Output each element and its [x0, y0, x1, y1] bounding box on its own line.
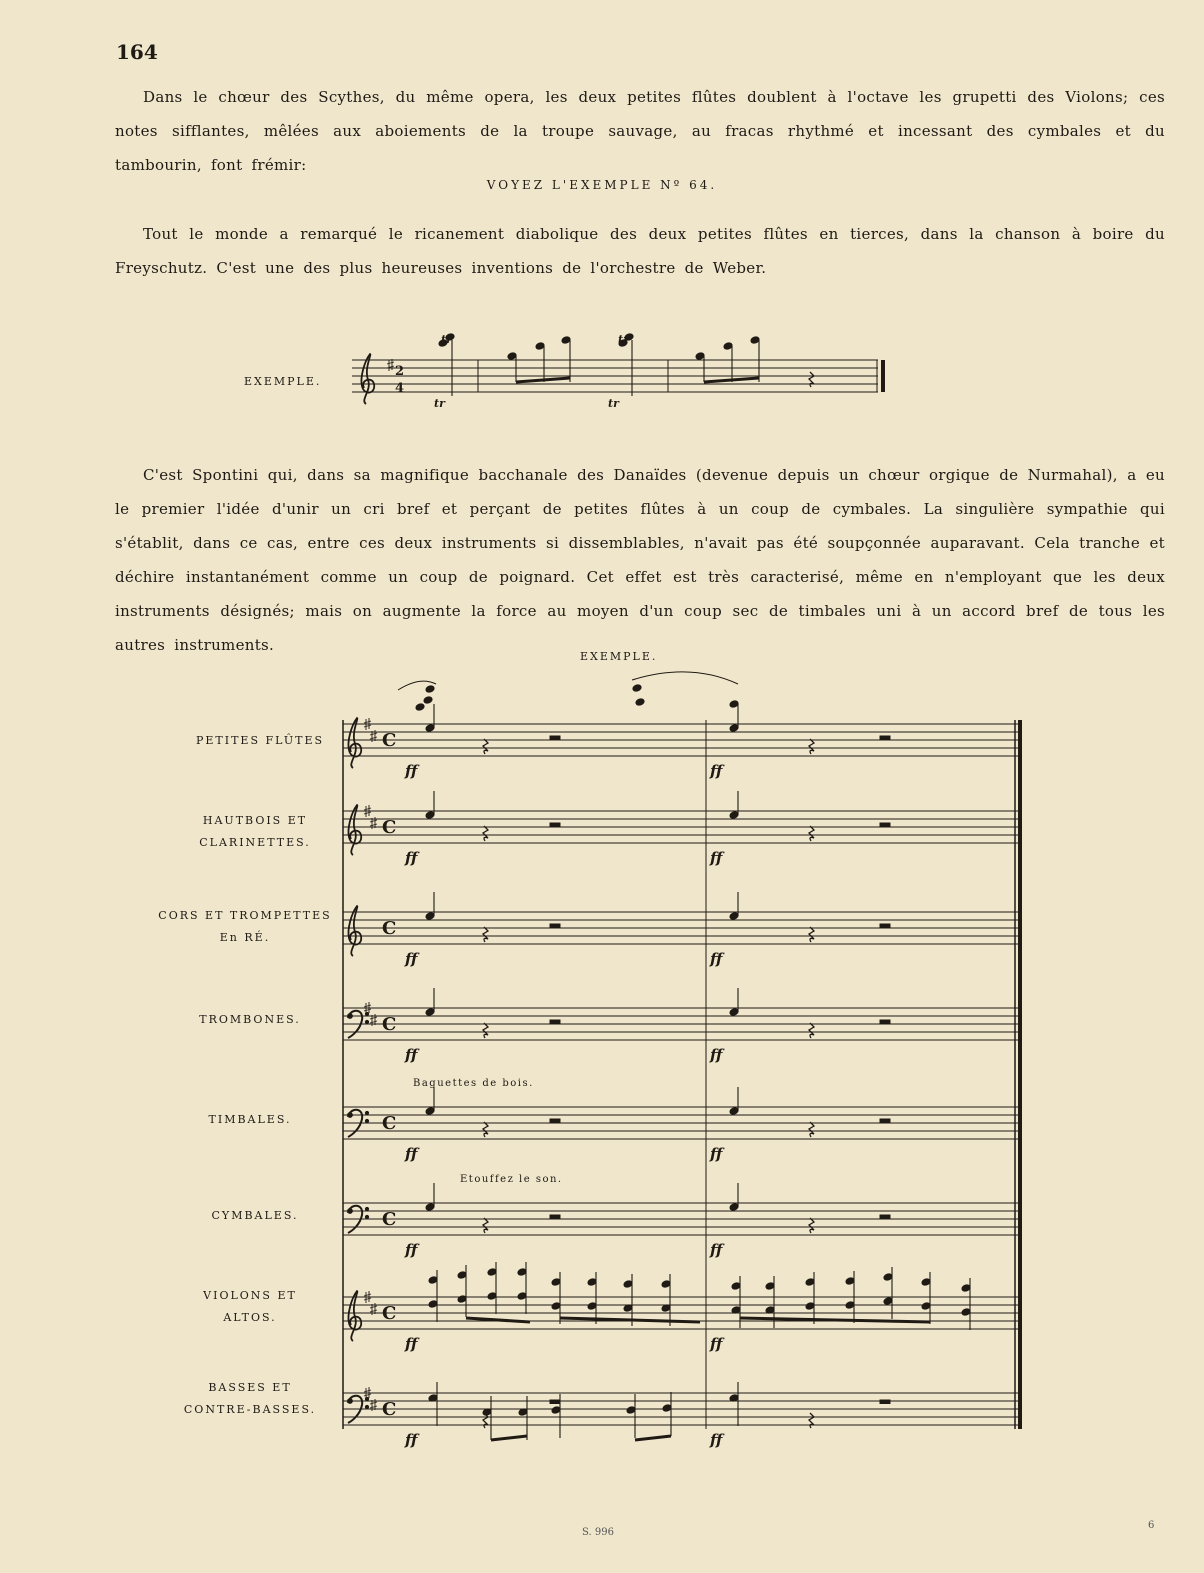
footer-signature: 6 — [1148, 1520, 1155, 1531]
common-time: C — [382, 730, 397, 751]
time-sig-bottom: 4 — [395, 381, 405, 396]
dynamic-ff: ff — [405, 1241, 418, 1259]
quarter-rest — [809, 927, 814, 942]
note-head — [423, 696, 433, 705]
trill-mark: tr — [441, 333, 452, 346]
half-rest — [550, 924, 560, 928]
half-rest — [880, 1400, 890, 1404]
slur — [632, 672, 738, 684]
dynamic-ff: ff — [710, 1046, 723, 1064]
half-rest — [550, 736, 560, 740]
half-rest — [550, 1400, 560, 1404]
quarter-rest — [809, 372, 814, 387]
half-rest — [550, 1119, 560, 1123]
note-etouffez: Etouffez le son. — [460, 1174, 563, 1185]
half-rest — [550, 1215, 560, 1219]
quarter-rest — [483, 739, 488, 754]
example-reference: VOYEZ L'EXEMPLE Nº 64. — [486, 178, 718, 192]
dynamic-ff: ff — [710, 1431, 723, 1449]
bass-clef-dot — [365, 1215, 368, 1218]
note-head — [415, 703, 425, 712]
quarter-rest — [483, 1218, 488, 1233]
dynamic-ff: ff — [405, 1335, 418, 1353]
dynamic-ff: ff — [710, 1335, 723, 1353]
page-number: 164 — [116, 40, 158, 64]
bass-clef-dot — [348, 1014, 353, 1019]
note-head — [632, 684, 642, 693]
treble-clef — [361, 354, 374, 404]
half-rest — [550, 1020, 560, 1024]
score-staff — [343, 1297, 1018, 1329]
bass-clef-dot — [348, 1113, 353, 1118]
note-baguettes: Baguettes de bois. — [413, 1078, 534, 1089]
quarter-rest — [809, 1122, 814, 1137]
dynamic-ff: ff — [405, 849, 418, 867]
trill-mark: tr — [608, 397, 619, 410]
paragraph-scythes: Dans le chœur des Scythes, du même opera, les deux petites flûtes doublent à l'octave les grupetti des Violons; ces notes sifflantes, mêlées aux aboiements de la troupe sauvage, au fracas rhythmé et incessant des cymbales et du tambourin, font frémir: — [115, 88, 1165, 174]
trill-mark: tr — [618, 333, 629, 346]
instrument-label-violons: VIOLONS ET ALTOS. — [203, 1289, 297, 1324]
bass-clef-dot — [365, 1405, 368, 1408]
half-rest — [880, 924, 890, 928]
beam — [491, 1436, 527, 1440]
paragraph-freyschutz: Tout le monde a remarqué le ricanement diabolique des deux petites flûtes en tierces, dans la chanson à boire du Freyschutz. C'est une des plus heureuses inventions de l'orchestre de Weber. — [115, 225, 1165, 277]
quarter-rest — [483, 826, 488, 841]
dynamic-ff: ff — [405, 762, 418, 780]
common-time: C — [382, 1113, 397, 1134]
quarter-rest — [483, 1023, 488, 1038]
half-rest — [550, 823, 560, 827]
treble-clef — [348, 906, 361, 956]
instrument-label-petites-flutes: PETITES FLÛTES — [195, 734, 325, 747]
bass-clef-dot — [365, 1020, 368, 1023]
dynamic-ff: ff — [405, 1431, 418, 1449]
half-rest — [880, 823, 890, 827]
common-time: C — [382, 1014, 397, 1035]
example-2-label: EXEMPLE. — [580, 650, 658, 663]
instrument-label-cors: CORS ET TROMPETTES En RÉ. — [158, 909, 332, 944]
dynamic-ff: ff — [405, 950, 418, 968]
treble-clef — [348, 1291, 361, 1341]
instrument-label-timbales: TIMBALES. — [208, 1113, 292, 1126]
instrument-label-basses: BASSES ET CONTRE-BASSES. — [183, 1381, 317, 1416]
quarter-rest — [809, 1218, 814, 1233]
common-time: C — [382, 1303, 397, 1324]
trill-mark: tr — [434, 397, 445, 410]
beam — [516, 378, 570, 382]
instrument-label-cymbales: CYMBALES. — [211, 1209, 299, 1222]
half-rest — [880, 736, 890, 740]
score-staff — [343, 1393, 1018, 1425]
beam — [704, 378, 759, 382]
bass-clef-dot — [365, 1119, 368, 1122]
note-head — [635, 698, 645, 707]
dynamic-ff: ff — [710, 1241, 723, 1259]
score-staff — [343, 724, 1018, 756]
paragraph-spontini: C'est Spontini qui, dans sa magnifique bacchanale des Danaïdes (devenue depuis un chœur orgique de Nurmahal), a eu le premier l'idée d'unir un cri bref et perçant de petites flûtes à un coup de cymbales. La singulière sympathie qui s'établit, dans ce cas, entre ces deux instruments si dissemblables, n'avait pas été soupçonnée auparavant. Cela tranche et déchire instantanément comme un coup de poignard. Cet effet est très caracterisé, même en n'employant que les deux instruments désignés; mais on augmente la force au moyen d'un coup sec de timbales uni à un accord bref de tous les autres instruments. — [115, 466, 1165, 654]
quarter-rest — [809, 739, 814, 754]
example-1-label: EXEMPLE. — [244, 375, 322, 388]
score-staff — [343, 1008, 1018, 1040]
score-staff — [343, 1107, 1018, 1139]
score-staff — [343, 1203, 1018, 1235]
dynamic-ff: ff — [405, 1046, 418, 1064]
bass-clef-dot — [365, 1207, 368, 1210]
dynamic-ff: ff — [710, 950, 723, 968]
instrument-label-trombones: TROMBONES. — [199, 1013, 301, 1026]
bass-clef-dot — [348, 1399, 353, 1404]
half-rest — [880, 1020, 890, 1024]
treble-clef — [348, 718, 361, 768]
instrument-label-hautbois: HAUTBOIS ET CLARINETTES. — [199, 814, 311, 849]
quarter-rest — [483, 1122, 488, 1137]
bass-clef-dot — [348, 1209, 353, 1214]
bass-clef-dot — [365, 1111, 368, 1114]
quarter-rest — [483, 927, 488, 942]
half-rest — [880, 1119, 890, 1123]
common-time: C — [382, 817, 397, 838]
common-time: C — [382, 918, 397, 939]
quarter-rest — [809, 1413, 814, 1428]
beam — [635, 1436, 671, 1440]
score-staff — [343, 811, 1018, 843]
common-time: C — [382, 1399, 397, 1420]
half-rest — [880, 1215, 890, 1219]
dynamic-ff: ff — [710, 849, 723, 867]
quarter-rest — [809, 826, 814, 841]
dynamic-ff: ff — [710, 1145, 723, 1163]
dynamic-ff: ff — [710, 762, 723, 780]
time-sig-top: 2 — [395, 364, 405, 379]
example-1-staff — [352, 360, 878, 392]
quarter-rest — [809, 1023, 814, 1038]
common-time: C — [382, 1209, 397, 1230]
note-head — [425, 685, 435, 694]
treble-clef — [348, 805, 361, 855]
sharp — [387, 359, 394, 371]
dynamic-ff: ff — [405, 1145, 418, 1163]
score-staff — [343, 912, 1018, 944]
footer-plate-number: S. 996 — [582, 1527, 614, 1538]
